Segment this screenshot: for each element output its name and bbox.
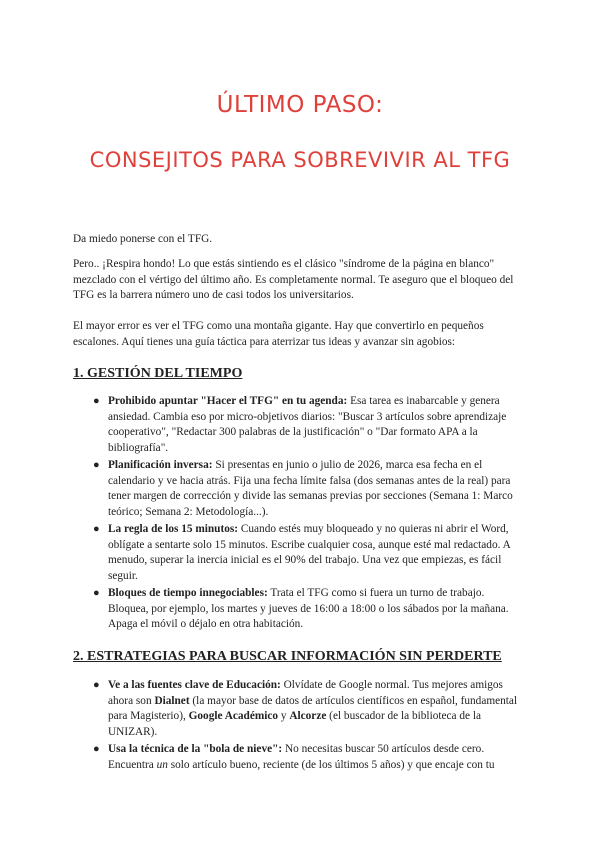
item-lead: Usa la técnica de la "bola de nieve":	[108, 743, 283, 755]
intro-paragraph-3: El mayor error es ver el TFG como una montaña gigante. Hay que convertirlo en pequeños escalones. Aquí tienes una guía táctica para aterrizar tus ideas y avanzar sin agobios:	[73, 320, 484, 348]
intro-paragraph-1: Da miedo ponerse con el TFG.	[73, 233, 213, 245]
item-text: Olvídate de Google normal. Tus mejores amigos ahora son	[108, 679, 503, 707]
bullet-icon: ●	[93, 395, 100, 407]
bullet-icon: ●	[93, 587, 100, 599]
section-2-heading: 2. ESTRATEGIAS PARA BUSCAR INFORMACIÓN SIN PERDERTE	[73, 649, 502, 664]
section-1-heading: 1. GESTIÓN DEL TIEMPO	[73, 366, 243, 381]
item-lead: La regla de los 15 minutos:	[108, 523, 239, 535]
list-item	[93, 678, 525, 740]
title-line-2: CONSEJITOS PARA SOBREVIVIR AL TFG	[89, 148, 511, 172]
item-text: y	[278, 710, 290, 722]
item-lead: Prohibido apuntar "Hacer el TFG" en tu agenda:	[108, 395, 348, 407]
item-text: Si presentas en junio o julio de 2026, marca esa fecha en el calendario y ve hacia atrás. Fija una fecha límite falsa (dos semanas antes de la real) para tener margen de corrección y divide las semanas previas por secciones (Semana 1: Marco teórico; Semana 2: Metodología...).	[108, 459, 513, 518]
google-academico-term: Google Académico	[188, 710, 279, 722]
list-item	[93, 742, 525, 773]
item-lead: Bloques de tiempo innegociables:	[108, 587, 268, 599]
list-item	[93, 394, 525, 456]
dialnet-term: Dialnet	[154, 694, 190, 707]
bullet-icon: ●	[93, 459, 100, 471]
item-text: Trata el TFG como si fuera un turno de trabajo. Bloquea, por ejemplo, los martes y jueves de 16:00 a 18:00 o los sábados por la mañana. Apaga el móvil o déjalo en otra habitación.	[108, 587, 509, 630]
item-text: (la mayor base de datos de artículos científicos en español, fundamental para Magisterio),	[108, 694, 518, 722]
bullet-icon: ●	[93, 523, 100, 535]
emphasis: un	[156, 758, 168, 771]
alcorze-term: Alcorze	[289, 710, 327, 722]
list-item	[93, 586, 525, 633]
item-text: (el buscador de la biblioteca de la UNIZAR).	[108, 710, 481, 738]
item-text: Cuando estés muy bloqueado y no quieras ni abrir el Word, oblígate a sentarte solo 15 minutos. Escribe cualquier cosa, aunque esté mal redactado. A menudo, superar la inercia inicial es el 90% del trabajo. Una vez que empiezas, es fácil seguir.	[108, 523, 511, 582]
section-2-list	[93, 678, 525, 775]
bullet-icon: ●	[93, 743, 100, 755]
item-lead: Ve a las fuentes clave de Educación:	[108, 679, 281, 691]
list-item	[93, 522, 525, 584]
item-text: solo artículo bueno, reciente (de los últimos 5 años) y que encaje con tu	[167, 758, 495, 771]
item-text: Esa tarea es inabarcable y genera ansiedad. Cambia eso por micro-objetivos diarios: "Buscar 3 artículos sobre aprendizaje cooperativo", "Redactar 300 palabras de la justificación" o "Dar formato APA a la bibliografía".	[108, 395, 507, 454]
intro-paragraph-2: Pero.. ¡Respira hondo! Lo que estás sintiendo es el clásico "síndrome de la página en blanco" mezclado con el vértigo del último año. Es completamente normal. Te aseguro que el bloqueo del TFG es la barrera número uno de casi todos los universitarios.	[73, 258, 514, 302]
list-item	[93, 458, 525, 520]
section-1-list	[93, 394, 525, 635]
bullet-icon: ●	[93, 679, 100, 691]
title-line-1: ÚLTIMO PASO:	[216, 92, 384, 118]
item-lead: Planificación inversa:	[108, 459, 213, 471]
item-text: No necesitas buscar 50 artículos desde cero. Encuentra	[108, 743, 485, 771]
